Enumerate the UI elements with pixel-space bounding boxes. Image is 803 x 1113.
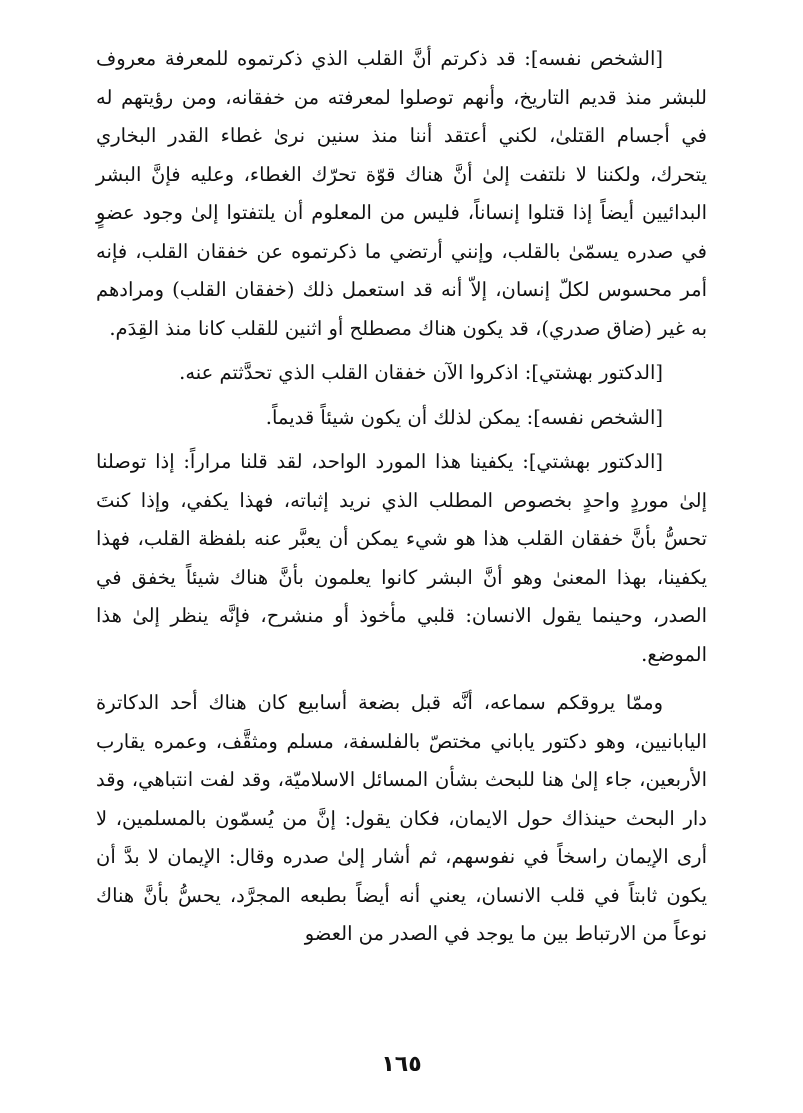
page-body	[96, 40, 707, 954]
page-number: ١٦٥	[381, 1052, 422, 1077]
paragraph-1: [الشخص نفسه]: قد ذكرتم أنَّ القلب الذي ذكرتموه للمعرفة معروف للبشر منذ قديم التاريخ، وأنهم توصلوا لمعرفته من خفقانه، ومن رؤيتهم له في أجسام القتلىٰ، لكني أعتقد أننا منذ سنين نرىٰ غطاء القدر البخاري يتحرك، ولكننا لا نلتفت إلىٰ أنَّ هناك قوّة تحرّك الغطاء، وعليه فإنَّ البشر البدائيين أيضاً إذا قتلوا إنساناً، فليس من المعلوم أن يلتفتوا إلىٰ وجود عضوٍ في صدره يسمّىٰ بالقلب، وإنني أرتضي ما ذكرتموه عن خفقان القلب، فإنه أمر محسوس لكلّ إنسان، إلاّ أنه قد استعمل ذلك (خفقان القلب) ومرادهم به غير (ضاق صدري)، قد يكون هناك مصطلح أو اثنين للقلب كانا منذ القِدَم.	[96, 47, 707, 340]
paragraph-4: [الدكتور بهشتي]: يكفينا هذا المورد الواحد، لقد قلنا مراراً: إذا توصلنا إلىٰ موردٍ واحدٍ بخصوص المطلب الذي نريد إثباته، فهذا يكفي، وإذا كنتَ تحسُّ بأنَّ خفقان القلب هذا هو شيء يمكن أن يعبَّر عنه بلفظة القلب، فهذا يكفينا، بهذا المعنىٰ وهو أنَّ البشر كانوا يعلمون بأنَّ هناك شيئاً يخفق في الصدر، وحينما يقول الانسان: قلبي مأخوذ أو منشرح، فإنَّه ينظر إلىٰ هذا الموضع.	[96, 450, 707, 666]
paragraph-2: [الدكتور بهشتي]: اذكروا الآن خفقان القلب الذي تحدَّثتم عنه.	[179, 361, 663, 384]
paragraph-5: وممّا يروقكم سماعه، أنَّه قبل بضعة أسابيع كان هناك أحد الدكاترة اليابانيين، وهو دكتور ياباني مختصّ بالفلسفة، مسلم ومثقَّف، وعمره يقارب الأربعين، جاء إلىٰ هنا للبحث بشأن المسائل الاسلاميّة، وقد لفت انتباهي، وقد دار البحث حينذاك حول الايمان، فكان يقول: إنَّ من يُسمّون بالمسلمين، لا أرى الإيمان راسخاً في نفوسهم، ثم أشار إلىٰ صدره وقال: الإيمان لا بدَّ أن يكون ثابتاً في قلب الانسان، يعني أنه أيضاً بطبعه المجرَّد، يحسُّ بأنَّ هناك نوعاً من الارتباط بين ما يوجد في الصدر من العضو	[96, 691, 707, 945]
paragraph-3: [الشخص نفسه]: يمكن لذلك أن يكون شيئاً قديماً.	[265, 405, 663, 429]
